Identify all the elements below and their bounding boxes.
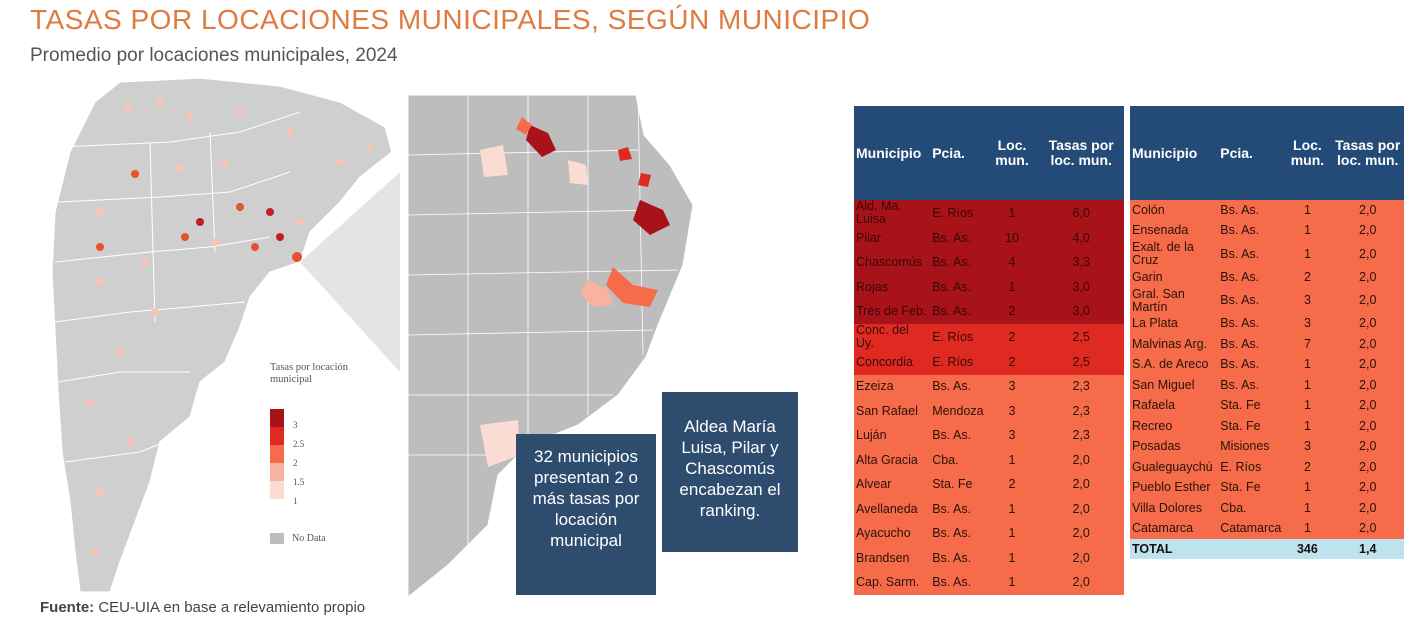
cell-pcia: Misiones	[1218, 437, 1283, 458]
table-row	[1130, 267, 1404, 288]
cell-municipio: Conc. del Uy.	[854, 324, 930, 350]
header-loc: Loc. mun.	[986, 106, 1039, 200]
table-row	[1130, 498, 1404, 519]
table-row	[854, 448, 1124, 473]
source-note	[40, 599, 365, 616]
cell-pcia: Bs. As.	[930, 522, 985, 547]
cell-tasas: 2,0	[1038, 522, 1124, 547]
cell-loc: 1	[986, 497, 1039, 522]
cell-pcia: E. Ríos	[930, 350, 985, 375]
cell-total-empty	[1218, 539, 1283, 559]
cell-total-tasas: 1,4	[1331, 539, 1404, 559]
legend-swatch-2-5	[270, 427, 284, 445]
table-row	[1130, 416, 1404, 437]
cell-loc: 2	[1283, 267, 1331, 288]
cell-loc: 1	[1283, 498, 1331, 519]
table-row	[1130, 314, 1404, 335]
cell-pcia: Sta. Fe	[1218, 396, 1283, 417]
cell-municipio: Alta Gracia	[854, 448, 930, 473]
cell-municipio: Catamarca	[1130, 519, 1218, 540]
table-row	[1130, 396, 1404, 417]
cell-tasas: 2,0	[1038, 546, 1124, 571]
cell-loc: 1	[1283, 519, 1331, 540]
cell-pcia: Bs. As.	[930, 251, 985, 276]
cell-municipio: San Miguel	[1130, 375, 1218, 396]
callout-ranking-leaders: Aldea María Luisa, Pilar y Chascomús encabezan el ranking.	[662, 392, 798, 552]
table-row	[854, 300, 1124, 325]
cell-municipio: Malvinas Arg.	[1130, 334, 1218, 355]
header-municipio: Municipio	[1130, 106, 1218, 200]
cell-pcia: Bs. As.	[1218, 288, 1283, 314]
table-row	[1130, 519, 1404, 540]
argentina-map	[40, 72, 400, 597]
cell-tasas: 2,3	[1038, 424, 1124, 449]
callout-municipios-count: 32 municipios presentan 2 o más tasas por locación municipal	[516, 434, 656, 595]
cell-pcia: E. Ríos	[1218, 457, 1283, 478]
cell-loc: 3	[986, 424, 1039, 449]
cell-municipio: Colón	[1130, 200, 1218, 221]
table-header-row	[854, 106, 1124, 200]
cell-loc: 1	[986, 275, 1039, 300]
cell-loc: 2	[1283, 457, 1331, 478]
cell-tasas: 2,3	[1038, 399, 1124, 424]
header-pcia: Pcia.	[930, 106, 985, 200]
cell-pcia: Sta. Fe	[1218, 478, 1283, 499]
table-row	[1130, 288, 1404, 314]
cell-tasas: 2,0	[1038, 473, 1124, 498]
cell-municipio: Posadas	[1130, 437, 1218, 458]
cell-municipio: Recreo	[1130, 416, 1218, 437]
cell-loc: 1	[1283, 200, 1331, 221]
table-row	[854, 200, 1124, 226]
cell-pcia: Bs. As.	[1218, 334, 1283, 355]
cell-loc: 3	[1283, 437, 1331, 458]
cell-loc: 10	[986, 226, 1039, 251]
legend-title: Tasas por locación municipal	[270, 362, 348, 385]
cell-pcia: Bs. As.	[1218, 200, 1283, 221]
cell-tasas: 4,0	[1038, 226, 1124, 251]
cell-loc: 1	[986, 571, 1039, 596]
table-header-row	[1130, 106, 1404, 200]
country-shape	[52, 78, 392, 592]
cell-tasas: 2,0	[1331, 396, 1404, 417]
cell-loc: 3	[986, 375, 1039, 400]
cell-tasas: 3,3	[1038, 251, 1124, 276]
table-row	[854, 226, 1124, 251]
legend-nodata-label: No Data	[292, 533, 326, 544]
cell-municipio: Alvear	[854, 473, 930, 498]
cell-loc: 1	[1283, 416, 1331, 437]
cell-pcia: Sta. Fe	[1218, 416, 1283, 437]
cell-municipio: Rojas	[854, 275, 930, 300]
cell-pcia: Bs. As.	[1218, 375, 1283, 396]
table-row	[1130, 437, 1404, 458]
cell-loc: 1	[986, 522, 1039, 547]
table-total-row	[1130, 539, 1404, 559]
cell-tasas: 3,0	[1038, 275, 1124, 300]
cell-tasas: 2,0	[1331, 498, 1404, 519]
table-row	[1130, 334, 1404, 355]
map-legend	[270, 362, 400, 544]
table-row	[854, 350, 1124, 375]
table-row	[854, 324, 1124, 350]
cell-tasas: 2,0	[1038, 497, 1124, 522]
legend-swatch-3	[270, 409, 284, 427]
cell-loc: 4	[986, 251, 1039, 276]
table-row	[854, 251, 1124, 276]
cell-municipio: Pilar	[854, 226, 930, 251]
cell-tasas: 2,0	[1038, 448, 1124, 473]
cell-loc: 2	[986, 324, 1039, 350]
table-row	[1130, 200, 1404, 221]
table-row	[1130, 478, 1404, 499]
cell-tasas: 2,0	[1331, 437, 1404, 458]
table-row	[854, 275, 1124, 300]
cell-loc: 1	[1283, 221, 1331, 242]
cell-loc: 3	[986, 399, 1039, 424]
cell-pcia: Bs. As.	[930, 275, 985, 300]
cell-tasas: 2,0	[1331, 519, 1404, 540]
cell-pcia: Cba.	[930, 448, 985, 473]
cell-pcia: Mendoza	[930, 399, 985, 424]
cell-tasas: 2,0	[1331, 221, 1404, 242]
cell-loc: 2	[986, 300, 1039, 325]
cell-pcia: E. Ríos	[930, 324, 985, 350]
table-row	[854, 497, 1124, 522]
cell-municipio: Ensenada	[1130, 221, 1218, 242]
cell-tasas: 2,0	[1331, 416, 1404, 437]
table-row	[854, 375, 1124, 400]
cell-tasas: 2,0	[1331, 355, 1404, 376]
cell-total-loc: 346	[1283, 539, 1331, 559]
cell-municipio: Ezeiza	[854, 375, 930, 400]
cell-municipio: Villa Dolores	[1130, 498, 1218, 519]
cell-tasas: 2,5	[1038, 324, 1124, 350]
table-row	[854, 473, 1124, 498]
cell-loc: 1	[1283, 355, 1331, 376]
cell-pcia: Bs. As.	[930, 226, 985, 251]
cell-tasas: 2,5	[1038, 350, 1124, 375]
header-loc: Loc. mun.	[1283, 106, 1331, 200]
legend-tick: 3	[293, 420, 298, 430]
cell-loc: 2	[986, 473, 1039, 498]
table-row	[854, 571, 1124, 596]
cell-municipio: Cap. Sarm.	[854, 571, 930, 596]
cell-municipio: S.A. de Areco	[1130, 355, 1218, 376]
header-tasas: Tasas por loc. mun.	[1331, 106, 1404, 200]
table-row	[1130, 355, 1404, 376]
cell-loc: 1	[1283, 375, 1331, 396]
ranking-table-left	[854, 106, 1124, 595]
table-row	[854, 399, 1124, 424]
header-municipio: Municipio	[854, 106, 930, 200]
cell-loc: 1	[1283, 478, 1331, 499]
cell-total-label: TOTAL	[1130, 539, 1218, 559]
legend-tick: 2.5	[293, 439, 305, 449]
cell-tasas: 2,0	[1331, 478, 1404, 499]
cell-loc: 7	[1283, 334, 1331, 355]
cell-loc: 3	[1283, 314, 1331, 335]
cell-loc: 1	[1283, 241, 1331, 267]
cell-pcia: Bs. As.	[930, 375, 985, 400]
cell-tasas: 2,0	[1331, 375, 1404, 396]
cell-tasas: 2,0	[1331, 267, 1404, 288]
cell-pcia: Cba.	[1218, 498, 1283, 519]
cell-tasas: 2,0	[1331, 334, 1404, 355]
cell-municipio: Brandsen	[854, 546, 930, 571]
table-row	[854, 522, 1124, 547]
cell-municipio: Tres de Feb.	[854, 300, 930, 325]
cell-tasas: 6,0	[1038, 200, 1124, 226]
cell-pcia: Bs. As.	[930, 497, 985, 522]
header-tasas: Tasas por loc. mun.	[1038, 106, 1124, 200]
cell-pcia: Bs. As.	[1218, 221, 1283, 242]
cell-municipio: Gualeguaychú	[1130, 457, 1218, 478]
cell-municipio: Ald. Ma. Luisa	[854, 200, 930, 226]
table-row	[1130, 241, 1404, 267]
cell-tasas: 2,0	[1331, 200, 1404, 221]
cell-pcia: Bs. As.	[930, 571, 985, 596]
cell-loc: 1	[1283, 396, 1331, 417]
ranking-table-right	[1130, 106, 1404, 559]
cell-municipio: Concordia	[854, 350, 930, 375]
source-label: Fuente:	[40, 599, 95, 616]
cell-tasas: 2,0	[1331, 288, 1404, 314]
page-title: TASAS POR LOCACIONES MUNICIPALES, SEGÚN MUNICIPIO	[30, 4, 871, 35]
cell-municipio: Ayacucho	[854, 522, 930, 547]
cell-tasas: 3,0	[1038, 300, 1124, 325]
table-row	[854, 546, 1124, 571]
cell-loc: 1	[986, 200, 1039, 226]
legend-tick: 1	[293, 496, 298, 506]
table-row	[854, 424, 1124, 449]
cell-tasas: 2,0	[1331, 241, 1404, 267]
legend-swatch-1-5	[270, 463, 284, 481]
cell-loc: 3	[1283, 288, 1331, 314]
cell-municipio: Luján	[854, 424, 930, 449]
legend-nodata-swatch	[270, 533, 284, 544]
cell-municipio: Avellaneda	[854, 497, 930, 522]
cell-tasas: 2,0	[1331, 314, 1404, 335]
legend-swatch-2	[270, 445, 284, 463]
cell-municipio: Chascomús	[854, 251, 930, 276]
header-pcia: Pcia.	[1218, 106, 1283, 200]
source-text: CEU-UIA en base a relevamiento propio	[94, 599, 366, 616]
table-row	[1130, 457, 1404, 478]
cell-municipio: Pueblo Esther	[1130, 478, 1218, 499]
cell-pcia: Bs. As.	[930, 424, 985, 449]
legend-color-ramp	[270, 409, 284, 499]
legend-nodata	[270, 533, 326, 544]
cell-municipio: Exalt. de la Cruz	[1130, 241, 1218, 267]
cell-tasas: 2,0	[1038, 571, 1124, 596]
cell-pcia: Sta. Fe	[930, 473, 985, 498]
cell-loc: 1	[986, 448, 1039, 473]
cell-pcia: Bs. As.	[1218, 241, 1283, 267]
cell-municipio: Garin	[1130, 267, 1218, 288]
table-row	[1130, 375, 1404, 396]
cell-pcia: Bs. As.	[1218, 267, 1283, 288]
legend-tick: 2	[293, 458, 298, 468]
cell-municipio: Gral. San Martín	[1130, 288, 1218, 314]
cell-loc: 2	[986, 350, 1039, 375]
table-row	[1130, 221, 1404, 242]
legend-swatch-1	[270, 481, 284, 499]
cell-tasas: 2,3	[1038, 375, 1124, 400]
cell-municipio: La Plata	[1130, 314, 1218, 335]
cell-loc: 1	[986, 546, 1039, 571]
cell-pcia: Bs. As.	[1218, 314, 1283, 335]
cell-tasas: 2,0	[1331, 457, 1404, 478]
cell-pcia: Bs. As.	[930, 546, 985, 571]
cell-pcia: Bs. As.	[1218, 355, 1283, 376]
cell-pcia: Bs. As.	[930, 300, 985, 325]
cell-municipio: San Rafael	[854, 399, 930, 424]
cell-pcia: Catamarca	[1218, 519, 1283, 540]
page-subtitle: Promedio por locaciones municipales, 2024	[30, 45, 398, 66]
legend-tick: 1.5	[293, 477, 305, 487]
cell-pcia: E. Ríos	[930, 200, 985, 226]
cell-municipio: Rafaela	[1130, 396, 1218, 417]
